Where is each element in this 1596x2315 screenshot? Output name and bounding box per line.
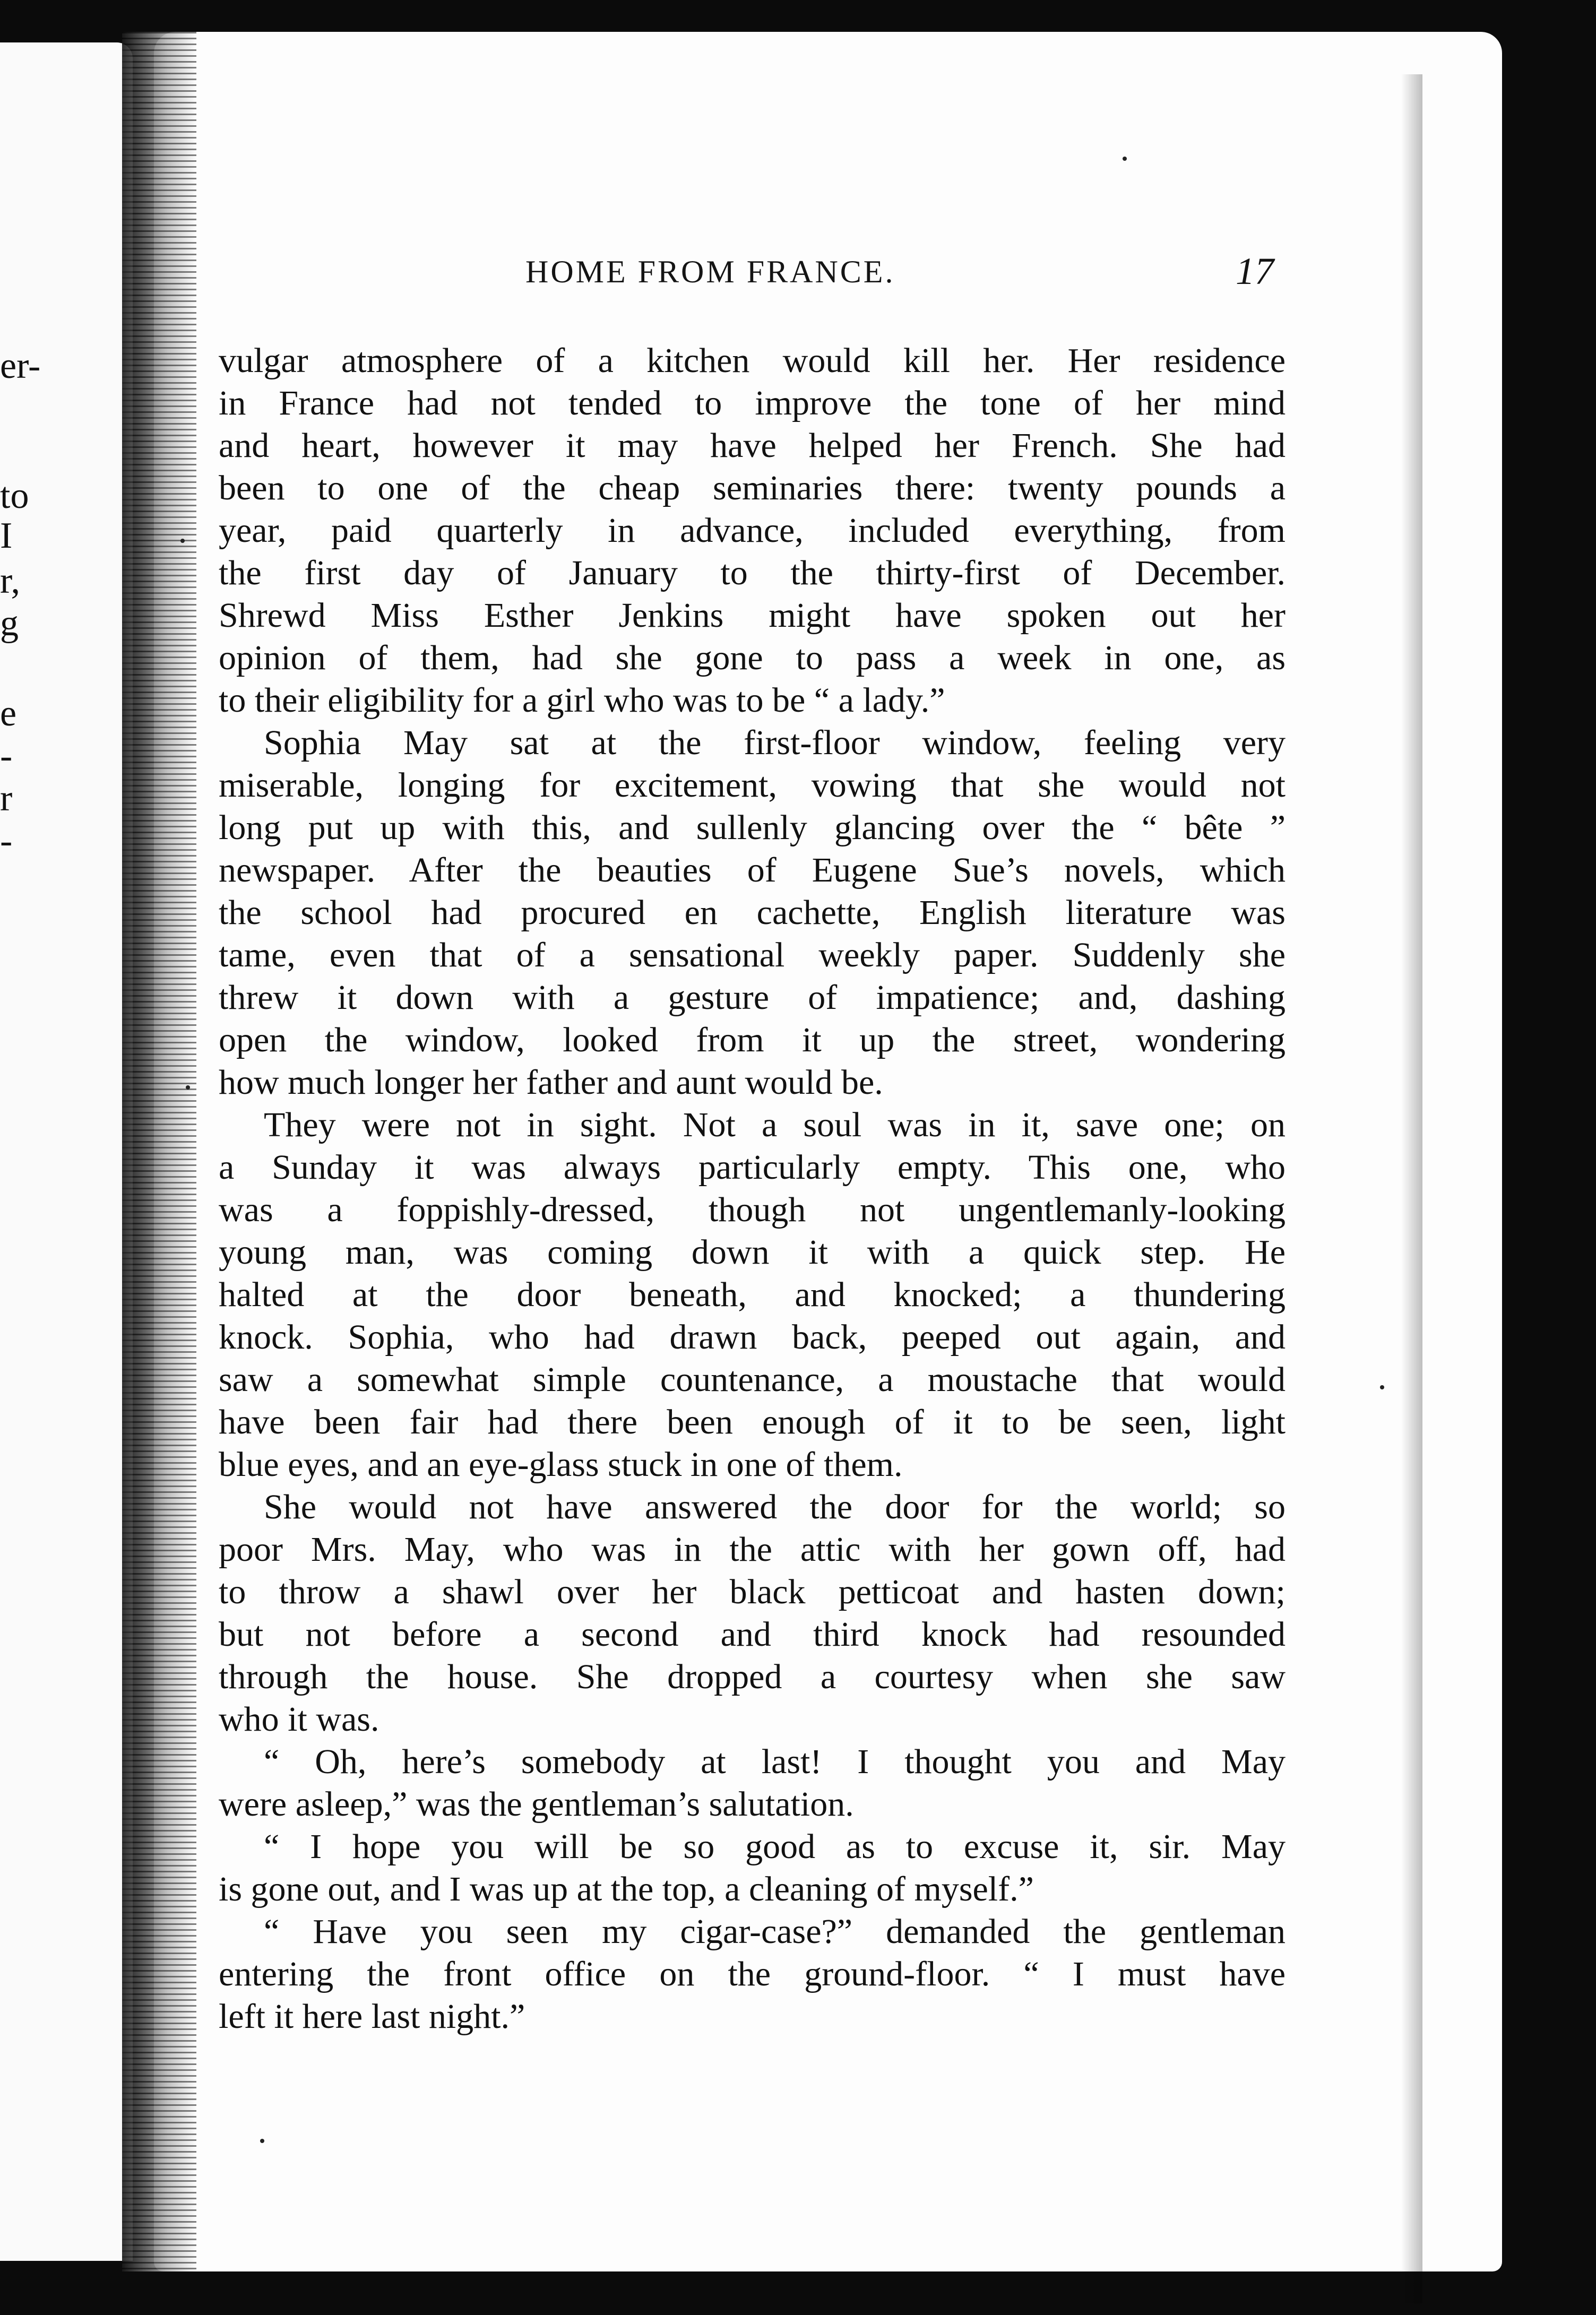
text-line: poor Mrs. May, who was in the attic with her gown off, had	[219, 1530, 1286, 1569]
facing-fragment: er-	[0, 345, 41, 386]
text-line: who it was.	[219, 1700, 379, 1739]
facing-fragment: I	[0, 515, 13, 556]
text-line: opinion of them, had she gone to pass a week in one, as	[219, 638, 1286, 677]
facing-fragment: r	[0, 778, 13, 819]
text-line: were asleep,” was the gentleman’s salutation.	[219, 1785, 854, 1824]
print-speck	[1123, 157, 1127, 161]
text-line: threw it down with a gesture of impatience; and, dashing	[219, 978, 1286, 1017]
text-line: newspaper. After the beauties of Eugene Sue’s novels, which	[219, 851, 1286, 889]
text-line: halted at the door beneath, and knocked; a thundering	[219, 1275, 1286, 1314]
text-line: how much longer her father and aunt would be.	[219, 1063, 883, 1102]
facing-page-text-fragments	[0, 42, 133, 2261]
running-head: HOME FROM FRANCE.	[525, 254, 895, 289]
text-line: long put up with this, and sullenly glancing over the “ bête ”	[219, 808, 1286, 847]
text-line: young man, was coming down it with a quick step. He	[219, 1233, 1286, 1272]
text-line: through the house. She dropped a courtesy when she saw	[219, 1657, 1286, 1696]
body-text	[219, 340, 1286, 2038]
print-speck	[180, 539, 185, 543]
text-line: and heart, however it may have helped her French. She had	[219, 426, 1286, 465]
text-line: in France had not tended to improve the tone of her mind	[219, 384, 1286, 422]
print-speck	[186, 1085, 190, 1090]
text-line: entering the front office on the ground-floor. “ I must have	[219, 1955, 1286, 1993]
text-line: to throw a shawl over her black petticoat and hasten down;	[219, 1573, 1286, 1611]
text-line: Shrewd Miss Esther Jenkins might have spoken out her	[219, 596, 1286, 635]
print-speck	[1380, 1385, 1384, 1389]
text-line: been to one of the cheap seminaries there: twenty pounds a	[219, 469, 1286, 507]
text-line: tame, even that of a sensational weekly paper. Suddenly she	[219, 936, 1286, 974]
text-line: Sophia May sat at the first-floor window, feeling very	[264, 723, 1286, 762]
text-line: year, paid quarterly in advance, included everything, from	[219, 511, 1286, 550]
text-line: the first day of January to the thirty-first of December.	[219, 554, 1286, 592]
text-line: left it here last night.”	[219, 1997, 525, 2036]
text-line: is gone out, and I was up at the top, a cleaning of myself.”	[219, 1870, 1034, 1908]
facing-fragment: -	[0, 820, 13, 861]
text-line: They were not in sight. Not a soul was in it, save one; on	[264, 1105, 1286, 1144]
text-line: knock. Sophia, who had drawn back, peeped out again, and	[219, 1318, 1286, 1357]
text-line: have been fair had there been enough of it to be seen, light	[219, 1403, 1286, 1441]
text-line: a Sunday it was always particularly empty. This one, who	[219, 1148, 1286, 1187]
print-speck	[260, 2139, 264, 2143]
text-line: blue eyes, and an eye-glass stuck in one of them.	[219, 1445, 903, 1484]
text-line: “ Have you seen my cigar-case?” demanded the gentleman	[264, 1912, 1286, 1951]
text-line: “ I hope you will be so good as to excuse it, sir. May	[264, 1827, 1286, 1866]
text-line: vulgar atmosphere of a kitchen would kill her. Her residence	[219, 341, 1286, 380]
book-spine-gutter	[122, 32, 196, 2271]
text-line: the school had procured en cachette, English literature was	[219, 893, 1286, 932]
text-line: was a foppishly-dressed, though not ungentlemanly-looking	[219, 1190, 1286, 1229]
facing-fragment: -	[0, 736, 13, 776]
facing-fragment: r,	[0, 560, 21, 601]
text-line: miserable, longing for excitement, vowing that she would not	[219, 766, 1286, 805]
text-line: but not before a second and third knock had resounded	[219, 1615, 1286, 1654]
text-line: saw a somewhat simple countenance, a moustache that would	[219, 1360, 1286, 1399]
facing-fragment: e	[0, 693, 17, 734]
text-line: to their eligibility for a girl who was to be “ a lady.”	[219, 681, 945, 720]
facing-fragment: g	[0, 603, 19, 644]
text-line: “ Oh, here’s somebody at last! I thought you and May	[264, 1742, 1286, 1781]
text-line: She would not have answered the door for the world; so	[264, 1488, 1286, 1526]
text-line: open the window, looked from it up the street, wondering	[219, 1021, 1286, 1059]
page-number: 17	[1236, 250, 1274, 292]
facing-page-fragment	[0, 42, 133, 2261]
page-edge-shadow	[1401, 74, 1422, 2303]
facing-fragment: to	[0, 476, 29, 516]
